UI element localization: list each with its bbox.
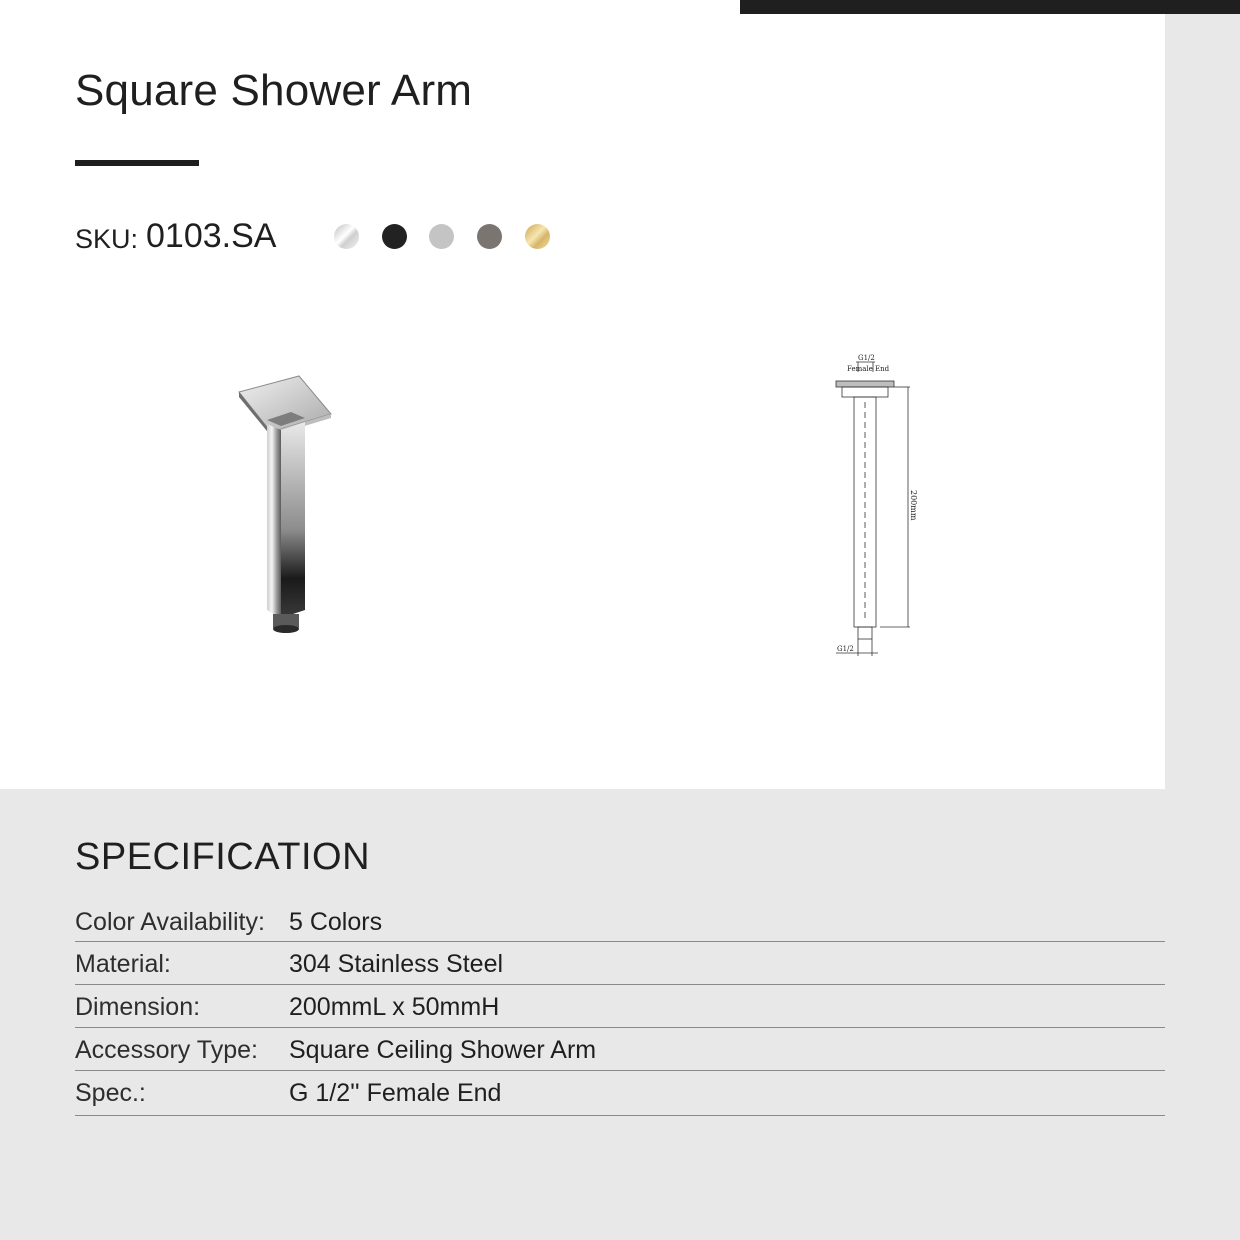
drawing-top-thread: G1/2	[858, 354, 875, 362]
spec-row	[75, 1028, 1165, 1071]
product-title: Square Shower Arm	[75, 66, 473, 115]
spec-row	[75, 900, 1165, 942]
color-swatch-chrome[interactable]	[334, 224, 359, 249]
header-accent-bar	[740, 0, 1240, 14]
color-swatch-matte-black[interactable]	[382, 224, 407, 249]
spec-value: G 1/2'' Female End	[289, 1079, 502, 1107]
spec-value: Square Ceiling Shower Arm	[289, 1036, 597, 1064]
drawing-top-note: Female End	[847, 365, 890, 373]
sku-label: SKU:	[75, 224, 139, 254]
technical-drawing	[820, 350, 940, 665]
title-underline	[75, 160, 199, 166]
drawing-length-label: 200mm	[909, 490, 918, 521]
product-image	[225, 370, 345, 640]
spec-row	[75, 985, 1165, 1028]
drawing-bottom-thread: G1/2	[837, 645, 854, 653]
specification-table	[75, 900, 1165, 1116]
color-swatch-gunmetal[interactable]	[477, 224, 502, 249]
spec-row	[75, 1071, 1165, 1116]
spec-row	[75, 942, 1165, 985]
specification-heading: SPECIFICATION	[75, 836, 371, 878]
spec-value: 5 Colors	[289, 908, 383, 936]
spec-label: Color Availability:	[75, 908, 265, 936]
spec-label: Spec.:	[75, 1079, 146, 1107]
color-swatch-brushed-gold[interactable]	[525, 224, 550, 249]
spec-label: Material:	[75, 950, 171, 978]
spec-value: 304 Stainless Steel	[289, 950, 504, 978]
spec-value: 200mmL x 50mmH	[289, 993, 500, 1021]
spec-label: Accessory Type:	[75, 1036, 258, 1064]
sku-value: 0103.SA	[146, 217, 277, 255]
spec-label: Dimension:	[75, 993, 201, 1021]
color-swatch-brushed-nickel[interactable]	[429, 224, 454, 249]
